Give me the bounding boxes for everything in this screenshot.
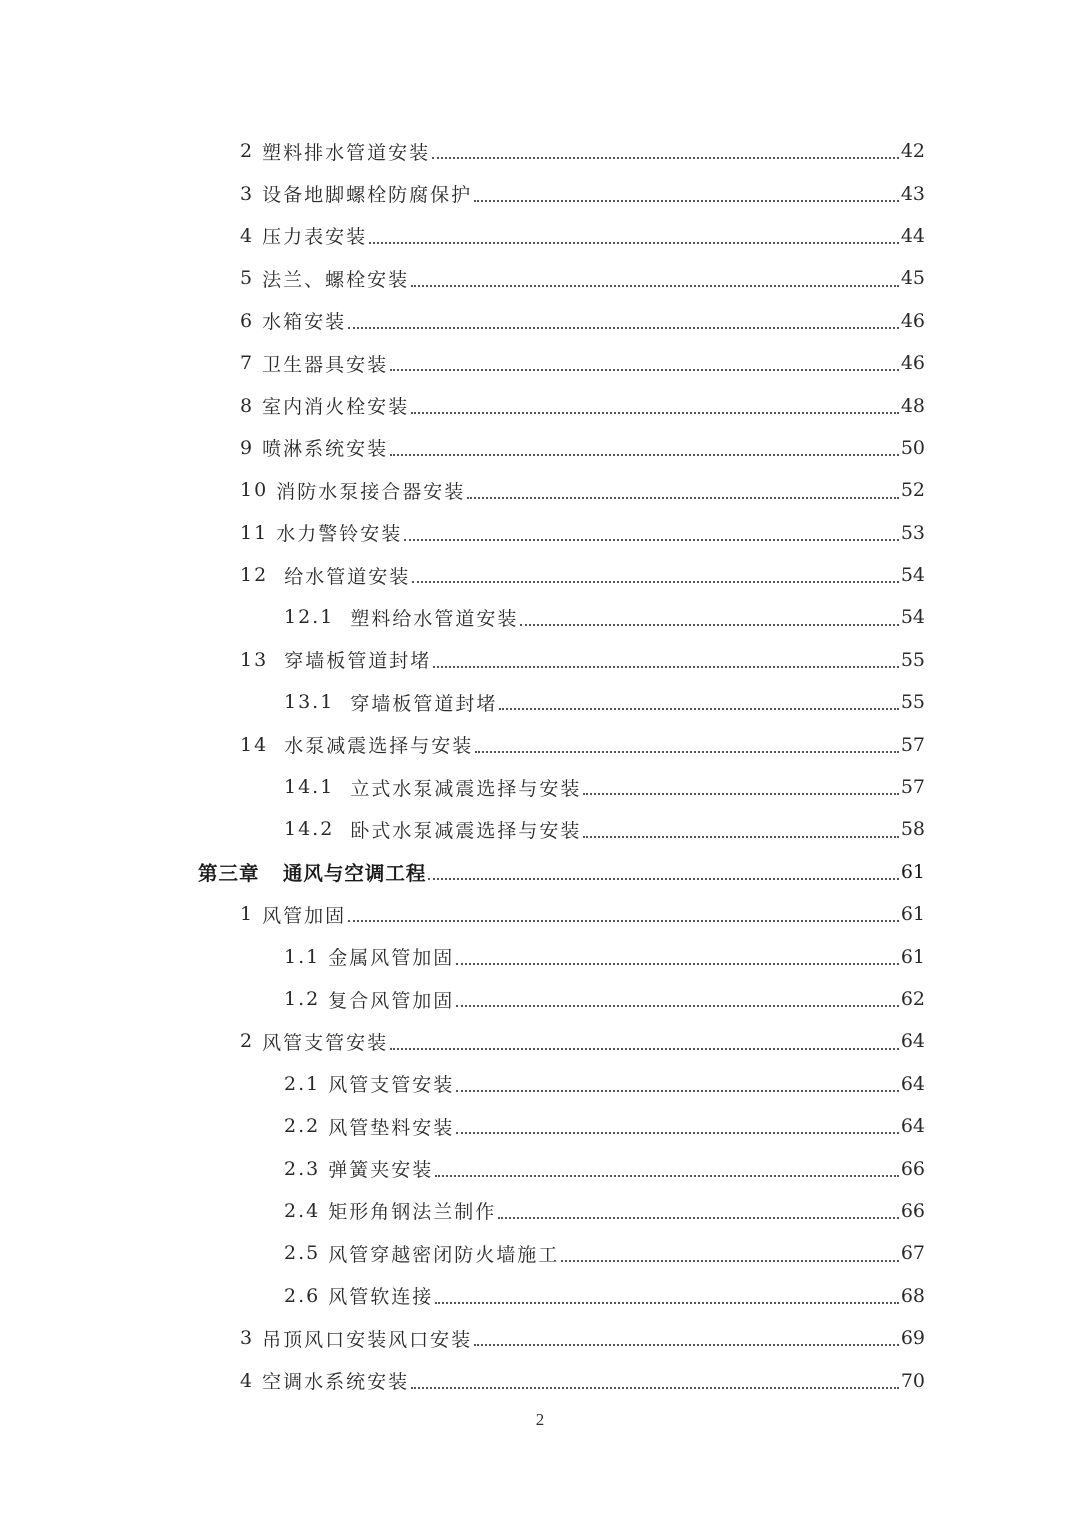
toc-entry[interactable] <box>0 978 1080 1020</box>
toc-entry-number: 3 <box>240 182 263 205</box>
toc-entry[interactable] <box>0 1275 1080 1317</box>
toc-entry-title: 塑料排水管道安装 <box>262 141 431 164</box>
toc-dot-leader <box>369 242 899 244</box>
toc-dot-leader <box>390 1048 899 1050</box>
toc-entry[interactable] <box>0 130 1080 172</box>
toc-entry-page: 68 <box>900 1284 925 1307</box>
toc-entry-page: 69 <box>900 1327 925 1350</box>
toc-entry-page: 55 <box>900 691 925 714</box>
toc-entry-title: 空调水系统安装 <box>262 1371 410 1394</box>
page-number-footer: 2 <box>535 1410 545 1429</box>
toc-dot-leader <box>348 920 899 922</box>
toc-dot-leader <box>467 497 899 499</box>
toc-entry[interactable] <box>0 469 1080 511</box>
toc-entry[interactable] <box>0 935 1080 977</box>
toc-entry-number: 2.6 <box>284 1284 329 1307</box>
toc-dot-leader <box>561 1260 899 1262</box>
toc-dot-leader <box>474 200 899 202</box>
toc-entry-title: 压力表安装 <box>262 226 368 249</box>
toc-entry-title: 吊顶风口安装风口安装 <box>262 1328 473 1351</box>
toc-entry-title: 风管支管安装 <box>262 1031 389 1054</box>
toc-entry-title: 通风与空调工程 <box>282 861 427 885</box>
toc-entry-title: 风管垫料安装 <box>328 1116 455 1139</box>
toc-entry-number: 2 <box>240 140 263 163</box>
toc-entry-number: 11 <box>240 521 277 544</box>
toc-entry-page: 62 <box>900 988 925 1010</box>
toc-entry-title: 室内消火栓安装 <box>262 396 410 419</box>
toc-dot-leader <box>411 285 899 287</box>
toc-entry-page: 66 <box>900 1199 925 1222</box>
toc-entry-title: 风管支管安装 <box>328 1074 455 1097</box>
toc-dot-leader <box>583 836 898 838</box>
toc-entry-number: 6 <box>240 309 263 332</box>
toc-entry-title: 消防水泵接合器安装 <box>276 480 466 503</box>
toc-dot-leader <box>499 708 898 710</box>
toc-entry-number: 10 <box>240 479 277 502</box>
toc-entry-number: 1.1 <box>284 945 329 968</box>
toc-entry-page: 50 <box>900 436 925 459</box>
toc-entry-page: 66 <box>900 1157 925 1180</box>
toc-entry[interactable] <box>0 639 1080 681</box>
toc-entry-number: 4 <box>240 224 263 247</box>
toc-entry[interactable] <box>0 1359 1080 1401</box>
toc-entry[interactable] <box>0 808 1080 850</box>
toc-entry-number: 第三章 <box>198 861 283 885</box>
toc-entry-number: 1 <box>240 903 263 926</box>
toc-entry-title: 卫生器具安装 <box>262 353 389 376</box>
toc-entry-number: 2.4 <box>284 1199 329 1222</box>
toc-dot-leader <box>428 878 898 880</box>
toc-entry[interactable] <box>0 1147 1080 1189</box>
toc-entry[interactable] <box>0 512 1080 554</box>
toc-dot-leader <box>411 1387 899 1389</box>
toc-entry-number: 5 <box>240 267 263 290</box>
toc-entry-number: 12.1 <box>284 606 351 629</box>
toc-entry-page: 58 <box>900 818 925 841</box>
toc-dot-leader <box>412 581 899 583</box>
toc-entry-title: 金属风管加固 <box>328 947 455 970</box>
toc-entry-title: 卧式水泵减震选择与安装 <box>350 819 582 842</box>
toc-entry[interactable] <box>0 1317 1080 1359</box>
toc-entry-title: 水箱安装 <box>262 311 347 334</box>
toc-entry-page: 52 <box>900 479 925 502</box>
toc-entry-number: 4 <box>240 1369 263 1392</box>
toc-entry[interactable] <box>0 1190 1080 1232</box>
toc-entry-page: 67 <box>900 1242 925 1265</box>
toc-entry-number: 14 <box>240 733 285 756</box>
toc-entry-page: 44 <box>900 224 925 247</box>
toc-entry-title: 法兰、螺栓安装 <box>262 268 410 291</box>
toc-dot-leader <box>498 1217 899 1219</box>
toc-entry-page: 61 <box>900 903 925 926</box>
toc-entry[interactable] <box>0 300 1080 342</box>
toc-dot-leader <box>411 412 899 414</box>
toc-entry-title: 给水管道安装 <box>284 565 411 588</box>
toc-entry-page: 57 <box>900 733 925 756</box>
toc-entry-page: 46 <box>900 352 925 375</box>
toc-entry[interactable] <box>0 1232 1080 1274</box>
toc-entry[interactable] <box>0 427 1080 469</box>
toc-entry-number: 2.1 <box>284 1072 329 1095</box>
toc-entry-title: 水泵减震选择与安装 <box>284 735 474 758</box>
toc-entry-number: 3 <box>240 1327 263 1350</box>
toc-dot-leader <box>456 963 899 965</box>
toc-entry[interactable] <box>0 893 1080 935</box>
toc-entry[interactable] <box>0 172 1080 214</box>
toc-entry-number: 9 <box>240 436 263 459</box>
toc-entry-page: 46 <box>900 309 925 332</box>
toc-entry-title: 设备地脚螺栓防腐保护 <box>262 184 473 207</box>
toc-entry-title: 塑料给水管道安装 <box>350 607 519 630</box>
toc-entry-page: 64 <box>900 1030 925 1053</box>
toc-entry-page: 53 <box>900 521 925 544</box>
toc-dot-leader <box>475 751 899 753</box>
toc-entry-page: 43 <box>900 182 925 205</box>
toc-entry-title: 穿墙板管道封堵 <box>284 650 432 673</box>
toc-entry-number: 2.2 <box>284 1115 329 1138</box>
toc-entry-title: 穿墙板管道封堵 <box>350 692 498 715</box>
toc-entry-page: 54 <box>900 564 925 587</box>
toc-entry-title: 矩形角钢法兰制作 <box>328 1201 497 1224</box>
toc-entry-page: 54 <box>900 606 925 629</box>
toc-entry[interactable] <box>0 342 1080 384</box>
toc-entry-number: 13 <box>240 648 285 671</box>
toc-entry-page: 57 <box>900 776 925 799</box>
toc-entry-page: 42 <box>900 140 925 163</box>
toc-dot-leader <box>435 1175 899 1177</box>
toc-dot-leader <box>456 1090 899 1092</box>
toc-dot-leader <box>433 666 899 668</box>
toc-entry-page: 64 <box>900 1072 925 1095</box>
toc-dot-leader <box>456 1132 899 1134</box>
table-of-contents <box>0 130 1080 1402</box>
toc-entry[interactable] <box>0 257 1080 299</box>
toc-entry-title: 喷淋系统安装 <box>262 438 389 461</box>
toc-entry[interactable] <box>0 215 1080 257</box>
toc-entry-title: 水力警铃安装 <box>276 523 403 546</box>
toc-entry-title: 风管软连接 <box>328 1286 434 1309</box>
toc-entry-page: 55 <box>900 648 925 671</box>
toc-entry-page: 61 <box>900 945 925 968</box>
toc-entry-number: 12 <box>240 564 285 587</box>
toc-entry-title: 弹簧夹安装 <box>328 1159 434 1182</box>
toc-dot-leader <box>390 454 899 456</box>
toc-entry[interactable] <box>0 723 1080 765</box>
toc-entry[interactable] <box>0 1063 1080 1105</box>
toc-entry-number: 14.1 <box>284 776 351 799</box>
toc-entry-title: 立式水泵减震选择与安装 <box>350 777 582 800</box>
toc-entry[interactable] <box>0 1105 1080 1147</box>
toc-entry-number: 2 <box>240 1030 263 1053</box>
toc-entry-number: 14.2 <box>284 818 351 841</box>
toc-dot-leader <box>432 157 899 159</box>
toc-entry-page: 70 <box>900 1369 925 1392</box>
toc-dot-leader <box>348 327 899 329</box>
toc-entry[interactable] <box>0 851 1080 893</box>
toc-entry[interactable] <box>0 596 1080 638</box>
toc-entry-number: 2.5 <box>284 1242 329 1265</box>
toc-dot-leader <box>474 1344 899 1346</box>
toc-entry-title: 风管加固 <box>262 904 347 927</box>
toc-entry[interactable] <box>0 384 1080 426</box>
toc-entry-title: 风管穿越密闭防火墙施工 <box>328 1243 560 1266</box>
toc-entry-number: 13.1 <box>284 691 351 714</box>
toc-dot-leader <box>583 793 898 795</box>
toc-entry-number: 8 <box>240 394 263 417</box>
toc-dot-leader <box>520 624 898 626</box>
toc-entry-page: 48 <box>900 394 925 417</box>
toc-entry[interactable] <box>0 766 1080 808</box>
toc-entry-number: 1.2 <box>284 988 329 1010</box>
toc-entry-page: 45 <box>900 267 925 290</box>
toc-entry-page: 64 <box>900 1115 925 1138</box>
toc-dot-leader <box>390 369 899 371</box>
toc-entry-title: 复合风管加固 <box>328 989 455 1012</box>
toc-dot-leader <box>435 1302 899 1304</box>
toc-entry[interactable] <box>0 554 1080 596</box>
toc-entry-page: 61 <box>900 860 925 883</box>
toc-dot-leader <box>456 1005 899 1007</box>
toc-entry[interactable] <box>0 681 1080 723</box>
toc-dot-leader <box>404 539 899 541</box>
toc-entry-number: 7 <box>240 352 263 375</box>
toc-entry-number: 2.3 <box>284 1157 329 1180</box>
toc-entry[interactable] <box>0 1020 1080 1062</box>
